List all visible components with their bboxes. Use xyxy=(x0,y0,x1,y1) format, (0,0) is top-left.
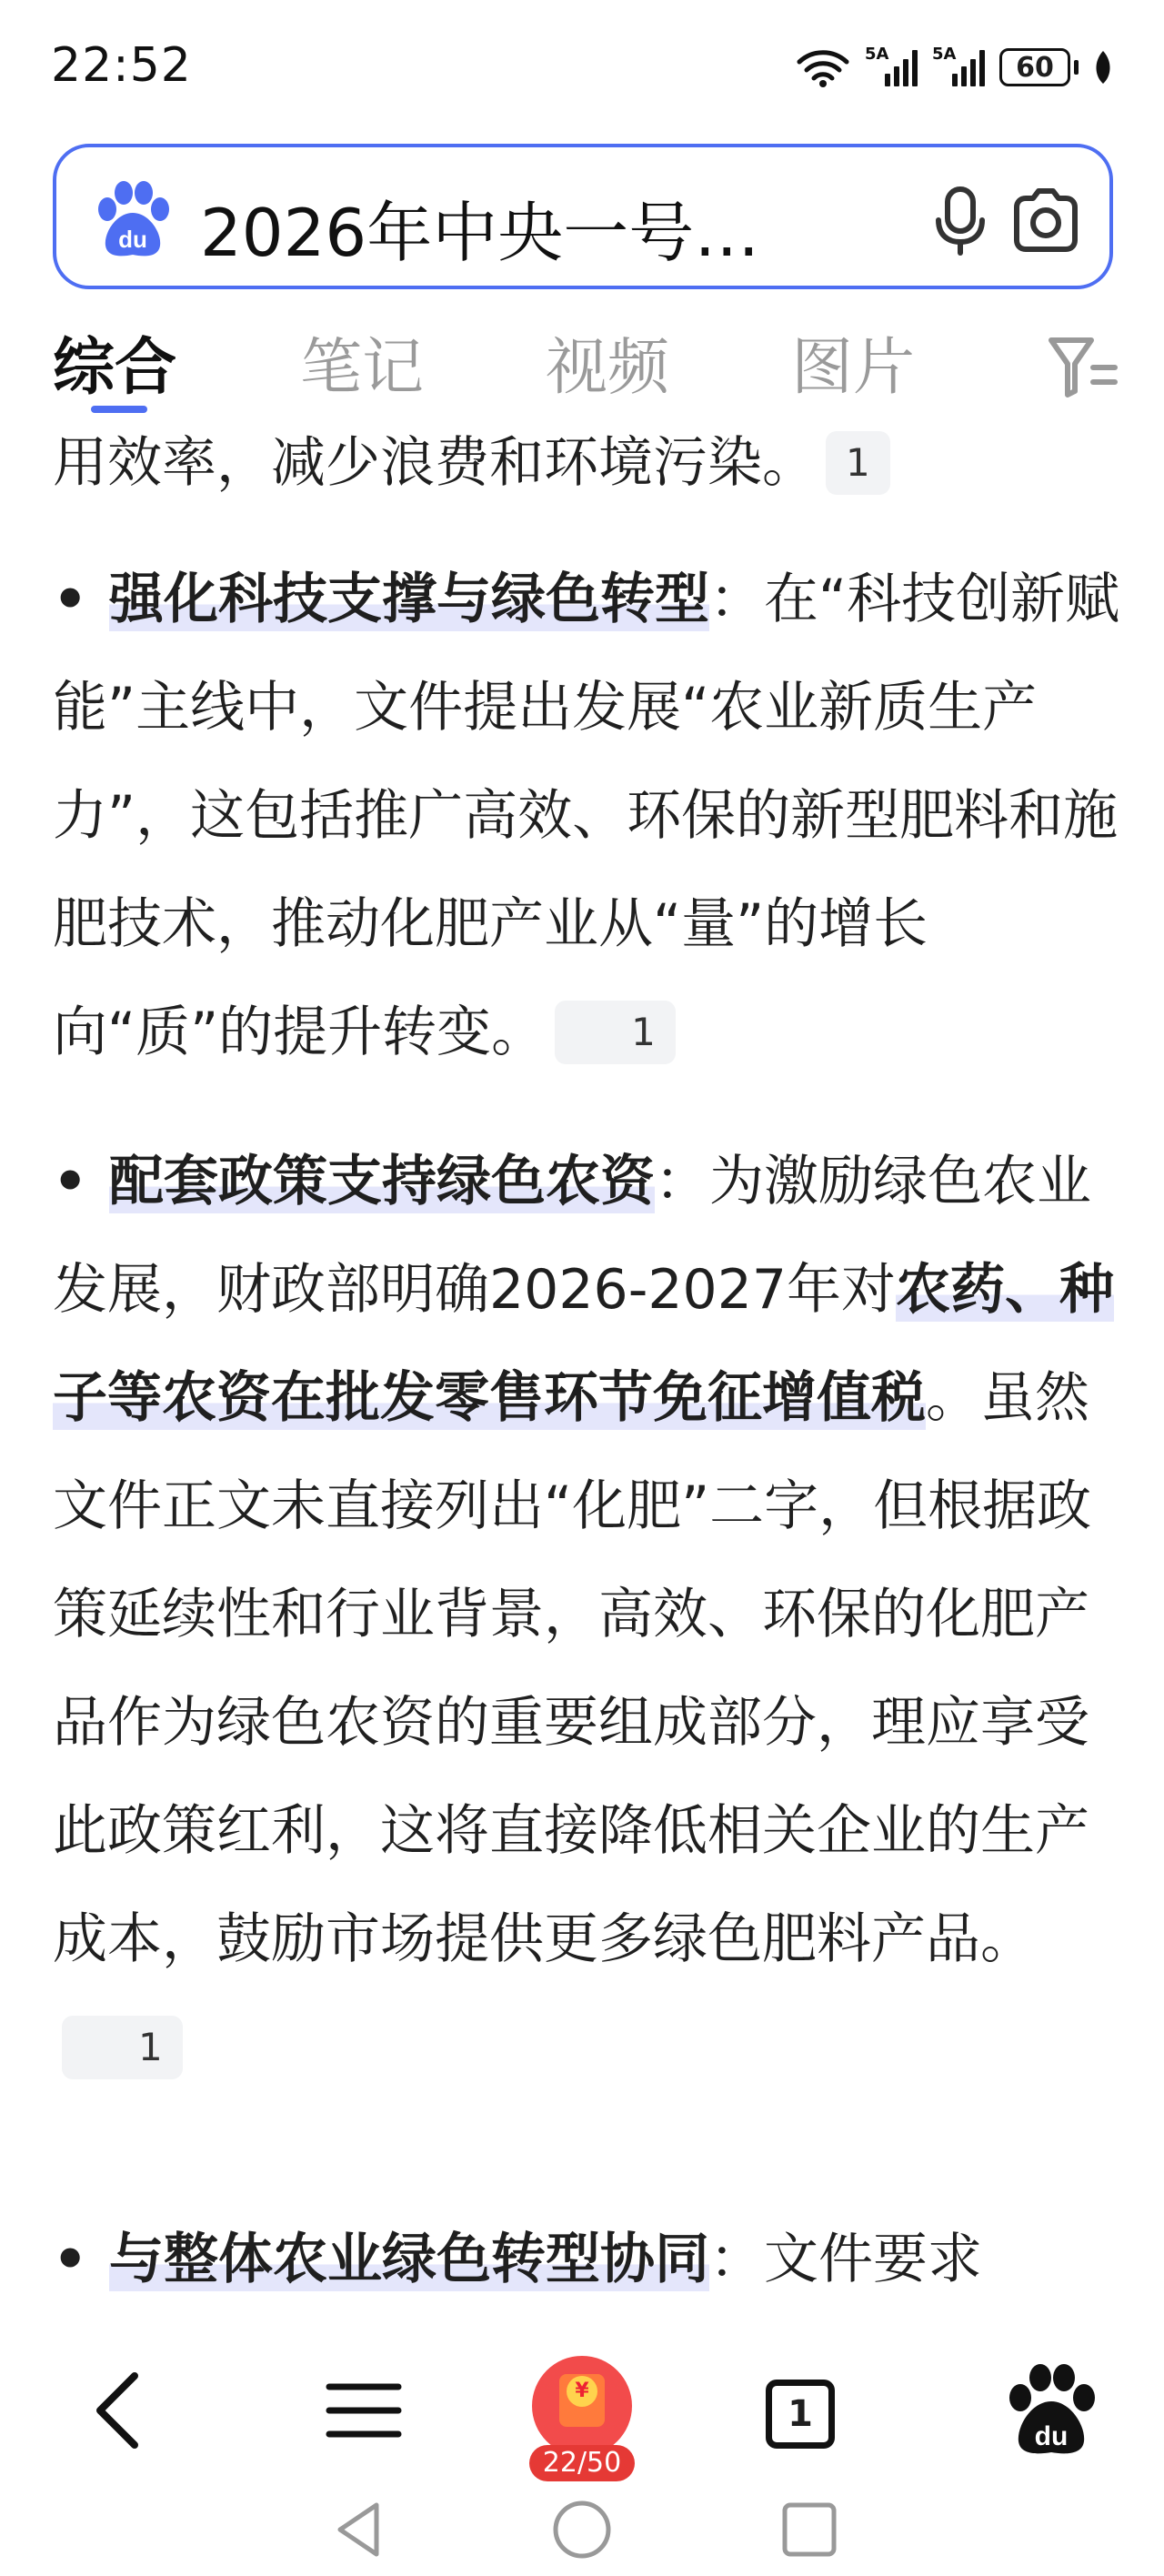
menu-icon[interactable] xyxy=(309,2356,418,2465)
bullet-dot: • xyxy=(53,568,88,631)
baidu-logo-icon[interactable] xyxy=(89,176,176,264)
status-bar xyxy=(0,0,1164,136)
tabs-count-button[interactable]: 1 xyxy=(766,2380,835,2449)
red-envelope-count: 22/50 xyxy=(529,2445,635,2481)
tab-notes[interactable]: 笔记 xyxy=(300,332,425,404)
paragraph-0 xyxy=(53,409,1122,518)
citation-badge[interactable]: 1 xyxy=(826,431,890,495)
square-recents-icon[interactable] xyxy=(778,2498,841,2561)
svg-text:du: du xyxy=(118,226,147,253)
status-time: 22:52 xyxy=(51,38,192,93)
paragraph-2-bold: 农药、种子等农资在批发零售环节免征增值税 xyxy=(53,1258,1115,1430)
article-content xyxy=(0,409,1164,2347)
bottom-nav xyxy=(0,2347,1164,2479)
paragraph-1 xyxy=(53,546,1122,1087)
system-nav xyxy=(0,2481,1164,2576)
paragraph-1-title: 强化科技支撑与绿色转型 xyxy=(109,568,709,631)
baidu-paw-icon[interactable] xyxy=(997,2356,1106,2465)
paragraph-3-text: ：文件要求 xyxy=(709,2228,982,2291)
tab-videos[interactable]: 视频 xyxy=(546,332,670,404)
signal-icon-sim1 xyxy=(865,45,918,86)
red-envelope-icon[interactable]: ¥ xyxy=(532,2356,632,2456)
search-query[interactable]: 2026年中央一号… xyxy=(200,195,760,271)
search-tabs xyxy=(0,300,1164,409)
paragraph-3 xyxy=(53,2206,1122,2314)
signal-2-label: 5A xyxy=(932,45,957,64)
paragraph-2-text-a: ：为激励绿色农业发展，财政部明确2026-2027年对 xyxy=(53,1150,1091,1322)
citation-badge[interactable]: 1 xyxy=(555,1001,676,1064)
tab-all[interactable]: 综合 xyxy=(53,332,177,404)
status-icons xyxy=(796,47,1113,87)
paragraph-3-title: 与整体农业绿色转型协同 xyxy=(109,2228,709,2291)
citation-badge[interactable]: 1 xyxy=(62,2016,183,2079)
battery-icon xyxy=(999,48,1079,86)
filter-icon[interactable] xyxy=(1046,333,1119,402)
signal-1-label: 5A xyxy=(865,45,889,64)
mic-icon[interactable] xyxy=(917,176,1004,264)
paragraph-2-text-b: 。虽然文件正文未直接列出“化肥”二字，但根据政策延续性和行业背景，高效、环保的化肥产品作为绿色农资的重要组成部分，理应享受此政策红利，这将直接降低相关企业的生产成本，鼓励市场提供更多绿色肥料产品。 xyxy=(53,1366,1092,1971)
back-arrow-icon[interactable] xyxy=(64,2356,173,2465)
battery-level: 60 xyxy=(999,48,1070,86)
search-bar[interactable] xyxy=(53,144,1113,289)
svg-text:du: du xyxy=(1034,2421,1069,2451)
wifi-icon xyxy=(796,47,850,87)
tab-images[interactable]: 图片 xyxy=(791,332,916,404)
signal-icon-sim2 xyxy=(932,45,985,86)
bullet-dot: • xyxy=(53,1150,88,1213)
camera-icon[interactable] xyxy=(1002,176,1089,264)
leaf-icon xyxy=(1093,49,1113,86)
circle-home-icon[interactable] xyxy=(550,2498,614,2561)
paragraph-2-title: 配套政策支持绿色农资 xyxy=(109,1150,655,1213)
triangle-back-icon[interactable] xyxy=(327,2498,391,2561)
bullet-dot: • xyxy=(53,2228,88,2291)
paragraph-0-text: 用效率，减少浪费和环境污染。 xyxy=(53,431,817,495)
paragraph-2 xyxy=(53,1128,1122,2102)
paragraph-1-text: ：在“科技创新赋能”主线中，文件提出发展“农业新质生产力”，这包括推广高效、环保的新型肥料和施肥技术，推动化肥产业从“量”的增长向“质”的提升转变。 xyxy=(53,568,1120,1064)
